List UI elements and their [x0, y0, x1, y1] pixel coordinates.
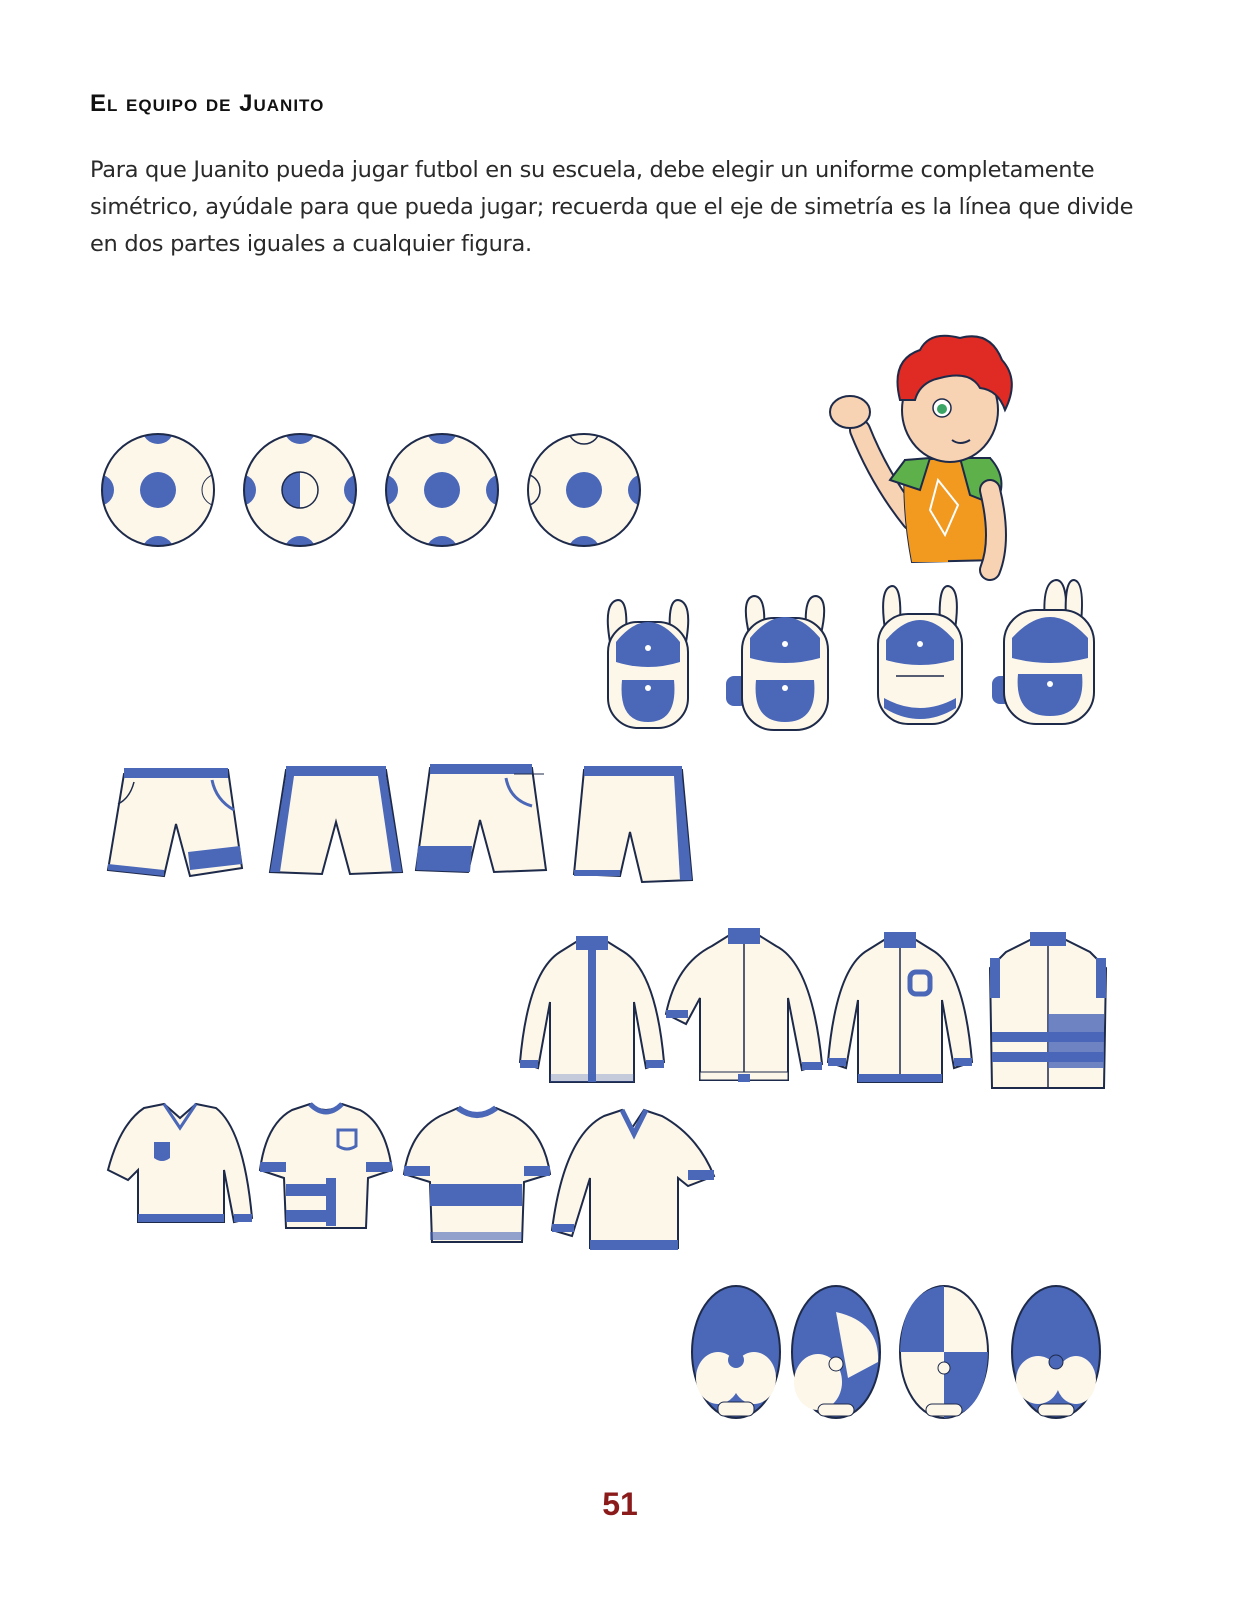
soccer-ball-icon: [526, 432, 642, 548]
shirt-2[interactable]: [256, 1100, 396, 1232]
instructions-paragraph: Para que Juanito pueda jugar futbol en su escuela, debe elegir un uniforme completamente simétrico, ayúdale para que pueda jugar; recuerda que el eje de simetría es la línea que divide en dos partes iguales a cualquier figura.: [90, 157, 1134, 257]
shirt-icon: [256, 1100, 396, 1232]
shorts-icon: [570, 762, 694, 888]
shorts-2[interactable]: [268, 762, 404, 884]
backpack-icon: [598, 592, 698, 732]
soccer-ball-2[interactable]: [242, 432, 358, 548]
cap-1[interactable]: [688, 1282, 784, 1422]
jacket-icon: [662, 924, 826, 1088]
cap-icon: [896, 1282, 992, 1422]
jacket-icon: [986, 928, 1110, 1092]
backpack-1[interactable]: [598, 592, 698, 732]
shorts-1[interactable]: [104, 764, 244, 886]
soccer-ball-3[interactable]: [384, 432, 500, 548]
jacket-icon: [516, 932, 668, 1092]
shirt-icon: [548, 1106, 718, 1254]
shirt-4[interactable]: [548, 1106, 718, 1254]
soccer-ball-1[interactable]: [100, 432, 216, 548]
page-number: 51: [602, 1486, 638, 1522]
soccer-ball-icon: [100, 432, 216, 548]
backpack-4[interactable]: [990, 576, 1100, 728]
soccer-ball-4[interactable]: [526, 432, 642, 548]
shorts-icon: [104, 764, 244, 886]
cap-3[interactable]: [896, 1282, 992, 1422]
cap-icon: [688, 1282, 784, 1422]
shorts-icon: [414, 760, 548, 884]
shorts-3[interactable]: [414, 760, 548, 884]
jacket-icon: [826, 928, 976, 1090]
backpack-icon: [722, 588, 842, 736]
cap-4[interactable]: [1008, 1282, 1104, 1422]
page-title: El equipo de Juanito: [90, 90, 325, 117]
jacket-4[interactable]: [986, 928, 1110, 1092]
boy-character: [820, 330, 1020, 590]
backpack-icon: [990, 576, 1100, 728]
jacket-1[interactable]: [516, 932, 668, 1092]
cap-icon: [788, 1282, 884, 1422]
cap-2[interactable]: [788, 1282, 884, 1422]
backpack-2[interactable]: [722, 588, 842, 736]
shorts-icon: [268, 762, 404, 884]
jacket-3[interactable]: [826, 928, 976, 1090]
backpack-3[interactable]: [870, 580, 970, 728]
shirt-icon: [400, 1104, 554, 1246]
jacket-2[interactable]: [662, 924, 826, 1088]
shorts-4[interactable]: [570, 762, 694, 888]
cap-icon: [1008, 1282, 1104, 1422]
shirt-1[interactable]: [104, 1100, 256, 1226]
soccer-ball-icon: [242, 432, 358, 548]
backpack-icon: [870, 580, 970, 728]
shirt-icon: [104, 1100, 256, 1226]
shirt-3[interactable]: [400, 1104, 554, 1246]
soccer-ball-icon: [384, 432, 500, 548]
